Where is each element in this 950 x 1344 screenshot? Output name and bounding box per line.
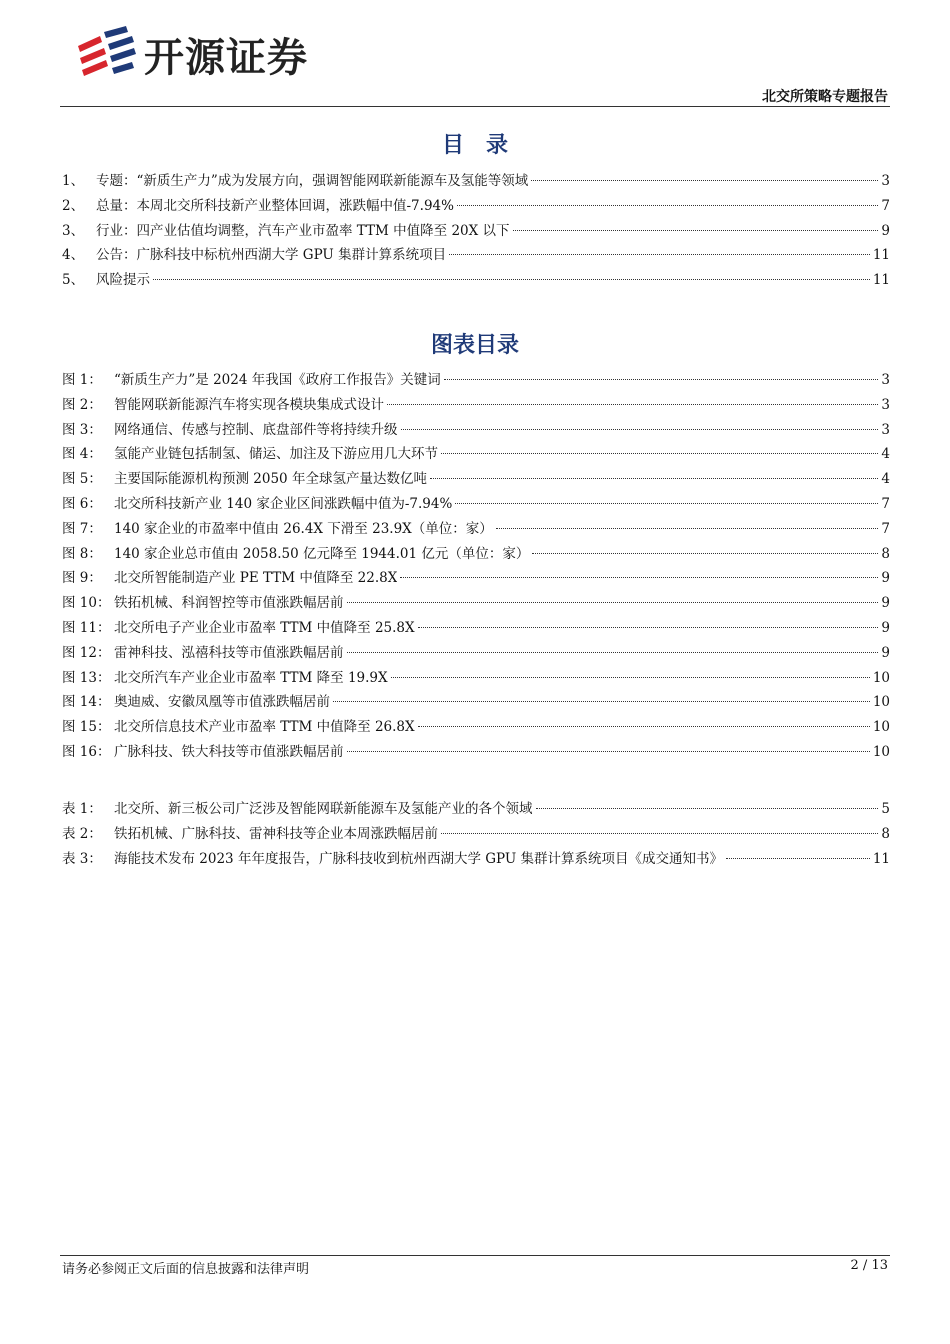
figure-entry-title[interactable]: 雷神科技、泓禧科技等市值涨跌幅居前 bbox=[114, 644, 344, 661]
dot-leader bbox=[347, 651, 879, 653]
toc-entry-number: 4、 bbox=[62, 247, 85, 264]
figure-entry-number: 图 1： bbox=[62, 372, 102, 388]
dot-leader bbox=[444, 378, 879, 380]
figure-entry-page-number: 9 bbox=[881, 644, 890, 661]
figure-entry-title[interactable]: 140 家企业总市值由 2058.50 亿元降至 1944.01 亿元（单位：家） bbox=[114, 545, 530, 562]
figure-entry[interactable] bbox=[62, 442, 890, 467]
figure-entry-number: 图 11： bbox=[62, 619, 111, 636]
figure-entry-title[interactable]: 北交所电子产业企业市盈率 TTM 中值降至 25.8X bbox=[114, 619, 415, 636]
figure-entry-title[interactable]: 网络通信、传感与控制、底盘部件等将持续升级 bbox=[114, 421, 398, 438]
figure-entry-title[interactable]: 广脉科技、铁大科技等市值涨跌幅居前 bbox=[114, 743, 344, 760]
figure-entry-title[interactable]: 北交所科技新产业 140 家企业区间涨跌幅中值为-7.94% bbox=[114, 495, 453, 512]
table-entry-page-number: 5 bbox=[881, 801, 890, 817]
tables-list bbox=[62, 797, 890, 871]
toc-list bbox=[62, 169, 890, 293]
figure-entry-title[interactable]: 铁拓机械、科润智控等市值涨跌幅居前 bbox=[114, 595, 344, 612]
figure-entry-title[interactable]: 奥迪威、安徽凤凰等市值涨跌幅居前 bbox=[114, 694, 330, 711]
toc-entry-page-number: 11 bbox=[872, 272, 890, 289]
figure-entry-title[interactable]: 主要国际能源机构预测 2050 年全球氢产量达数亿吨 bbox=[114, 471, 427, 488]
table-entry-page-number: 8 bbox=[881, 825, 890, 842]
toc-entry-number: 3、 bbox=[62, 222, 85, 239]
dot-leader bbox=[496, 527, 879, 529]
figure-entry-number: 图 9： bbox=[62, 570, 102, 587]
figure-entry[interactable] bbox=[62, 591, 890, 616]
figure-entry-page-number: 10 bbox=[872, 719, 890, 736]
toc-entry-title[interactable]: 专题：“新质生产力”成为发展方向，强调智能网联新能源车及氢能等领域 bbox=[96, 173, 529, 189]
table-entry-number: 表 1： bbox=[62, 801, 102, 817]
page-indicator: 2 / 13 bbox=[850, 1258, 888, 1273]
dot-leader bbox=[531, 179, 878, 181]
figure-entry-title[interactable]: 智能网联新能源汽车将实现各模块集成式设计 bbox=[114, 396, 384, 413]
toc-entry-title[interactable]: 公告：广脉科技中标杭州西湖大学 GPU 集群计算系统项目 bbox=[96, 247, 447, 264]
toc-entry-page-number: 9 bbox=[881, 222, 890, 239]
footer-disclaimer: 请务必参阅正文后面的信息披露和法律声明 bbox=[62, 1262, 310, 1277]
footer-divider bbox=[60, 1255, 890, 1256]
figure-entry-number: 图 10： bbox=[62, 595, 111, 612]
figure-entry-title[interactable]: 氢能产业链包括制氢、储运、加注及下游应用几大环节 bbox=[114, 446, 438, 463]
figure-entry-number: 图 16： bbox=[62, 743, 111, 760]
toc-entry-title[interactable]: 行业：四产业估值均调整，汽车产业市盈率 TTM 中值降至 20X 以下 bbox=[96, 222, 510, 239]
toc-entry-page-number: 11 bbox=[872, 247, 890, 264]
dot-leader bbox=[532, 552, 878, 554]
dot-leader bbox=[513, 229, 879, 231]
figure-entry-page-number: 10 bbox=[872, 743, 890, 760]
dot-leader bbox=[449, 253, 870, 255]
figure-entry-title[interactable]: 北交所汽车产业企业市盈率 TTM 降至 19.9X bbox=[114, 669, 388, 686]
logo-text: 开源证券 bbox=[144, 34, 308, 81]
toc-entry[interactable] bbox=[62, 194, 890, 219]
figure-entry-page-number: 7 bbox=[881, 495, 890, 512]
dot-leader bbox=[401, 428, 879, 430]
figure-entry-page-number: 7 bbox=[881, 520, 890, 537]
figure-entry-number: 图 15： bbox=[62, 719, 111, 736]
dot-leader bbox=[441, 452, 878, 454]
dot-leader bbox=[455, 502, 878, 504]
figure-entry-page-number: 9 bbox=[881, 595, 890, 612]
figure-entry[interactable] bbox=[62, 715, 890, 740]
dot-leader bbox=[387, 403, 878, 405]
table-entry-title[interactable]: 北交所、新三板公司广泛涉及智能网联新能源车及氢能产业的各个领域 bbox=[114, 801, 533, 817]
figure-entry[interactable] bbox=[62, 566, 890, 591]
dot-leader bbox=[391, 676, 870, 678]
dot-leader bbox=[418, 725, 870, 727]
figure-entry-number: 图 2： bbox=[62, 396, 102, 413]
toc-entry[interactable] bbox=[62, 219, 890, 244]
figure-entry-number: 图 6： bbox=[62, 495, 102, 512]
figure-entry-title[interactable]: “新质生产力”是 2024 年我国《政府工作报告》关键词 bbox=[114, 372, 441, 388]
figure-entry-number: 图 3： bbox=[62, 421, 102, 438]
figure-entry-number: 图 5： bbox=[62, 471, 102, 488]
dot-leader bbox=[347, 601, 879, 603]
toc-entry[interactable] bbox=[62, 169, 890, 194]
dot-leader bbox=[418, 626, 879, 628]
table-entry-page-number: 11 bbox=[872, 850, 890, 867]
toc-entry[interactable] bbox=[62, 243, 890, 268]
figure-entry[interactable] bbox=[62, 517, 890, 542]
figure-entry[interactable] bbox=[62, 418, 890, 443]
figure-entry-page-number: 10 bbox=[872, 694, 890, 711]
figure-entry[interactable] bbox=[62, 690, 890, 715]
figure-entry-title[interactable]: 140 家企业的市盈率中值由 26.4X 下滑至 23.9X（单位：家） bbox=[114, 520, 493, 537]
figure-entry-page-number: 4 bbox=[881, 471, 890, 488]
table-entry-title[interactable]: 海能技术发布 2023 年年度报告，广脉科技收到杭州西湖大学 GPU 集群计算系统项目《成交通知书》 bbox=[114, 850, 724, 867]
dot-leader bbox=[536, 807, 879, 809]
figure-entry[interactable] bbox=[62, 641, 890, 666]
report-type-label: 北交所策略专题报告 bbox=[762, 89, 888, 105]
figure-entry-page-number: 8 bbox=[881, 545, 890, 562]
toc-entry-number: 1、 bbox=[62, 173, 85, 189]
table-entry[interactable] bbox=[62, 847, 890, 872]
toc-entry-title[interactable]: 总量：本周北交所科技新产业整体回调，涨跌幅中值-7.94% bbox=[96, 197, 454, 214]
table-entry-title[interactable]: 铁拓机械、广脉科技、雷神科技等企业本周涨跌幅居前 bbox=[114, 825, 438, 842]
toc-entry-page-number: 3 bbox=[881, 173, 890, 189]
figure-entry-number: 图 13： bbox=[62, 669, 111, 686]
figure-entry-number: 图 12： bbox=[62, 644, 111, 661]
dot-leader bbox=[457, 204, 878, 206]
figure-entry-page-number: 4 bbox=[881, 446, 890, 463]
figure-entry[interactable] bbox=[62, 666, 890, 691]
figure-entry-number: 图 8： bbox=[62, 545, 102, 562]
toc-title: 目 录 bbox=[441, 133, 508, 158]
figure-entry[interactable] bbox=[62, 393, 890, 418]
header-divider bbox=[60, 106, 890, 107]
page-header bbox=[0, 0, 950, 110]
figure-entry-page-number: 9 bbox=[881, 570, 890, 587]
figure-entry[interactable] bbox=[62, 616, 890, 641]
figure-entry[interactable] bbox=[62, 368, 890, 393]
figure-entry-page-number: 9 bbox=[881, 619, 890, 636]
company-logo bbox=[74, 26, 308, 82]
figure-entry-title[interactable]: 北交所信息技术产业市盈率 TTM 中值降至 26.8X bbox=[114, 719, 415, 736]
toc-entry-page-number: 7 bbox=[881, 197, 890, 214]
figure-entry[interactable] bbox=[62, 740, 890, 765]
dot-leader bbox=[726, 857, 870, 859]
dot-leader bbox=[153, 278, 870, 280]
dot-leader bbox=[400, 576, 878, 578]
figure-entry-number: 图 4： bbox=[62, 446, 102, 463]
figure-entry-page-number: 3 bbox=[881, 396, 890, 413]
figure-entry[interactable] bbox=[62, 467, 890, 492]
toc-entry-number: 2、 bbox=[62, 197, 85, 214]
figure-entry-page-number: 3 bbox=[881, 372, 890, 388]
toc-entry[interactable] bbox=[62, 268, 890, 293]
table-entry[interactable] bbox=[62, 797, 890, 822]
table-entry-number: 表 3： bbox=[62, 850, 102, 867]
figure-entry-number: 图 14： bbox=[62, 694, 111, 711]
figures-list bbox=[62, 368, 890, 765]
toc-entry-number: 5、 bbox=[62, 272, 85, 289]
logo-mark-icon bbox=[74, 26, 136, 82]
table-entry[interactable] bbox=[62, 822, 890, 847]
toc-entry-title[interactable]: 风险提示 bbox=[96, 272, 150, 289]
figure-entry-number: 图 7： bbox=[62, 520, 102, 537]
figure-entry-page-number: 3 bbox=[881, 421, 890, 438]
dot-leader bbox=[441, 832, 878, 834]
figure-entry-page-number: 10 bbox=[872, 669, 890, 686]
dot-leader bbox=[347, 750, 870, 752]
dot-leader bbox=[430, 477, 878, 479]
figure-entry-title[interactable]: 北交所智能制造产业 PE TTM 中值降至 22.8X bbox=[114, 570, 398, 587]
figures-title: 图表目录 bbox=[430, 333, 519, 358]
figure-entry[interactable] bbox=[62, 542, 890, 567]
dot-leader bbox=[333, 700, 870, 702]
table-entry-number: 表 2： bbox=[62, 825, 102, 842]
figure-entry[interactable] bbox=[62, 492, 890, 517]
